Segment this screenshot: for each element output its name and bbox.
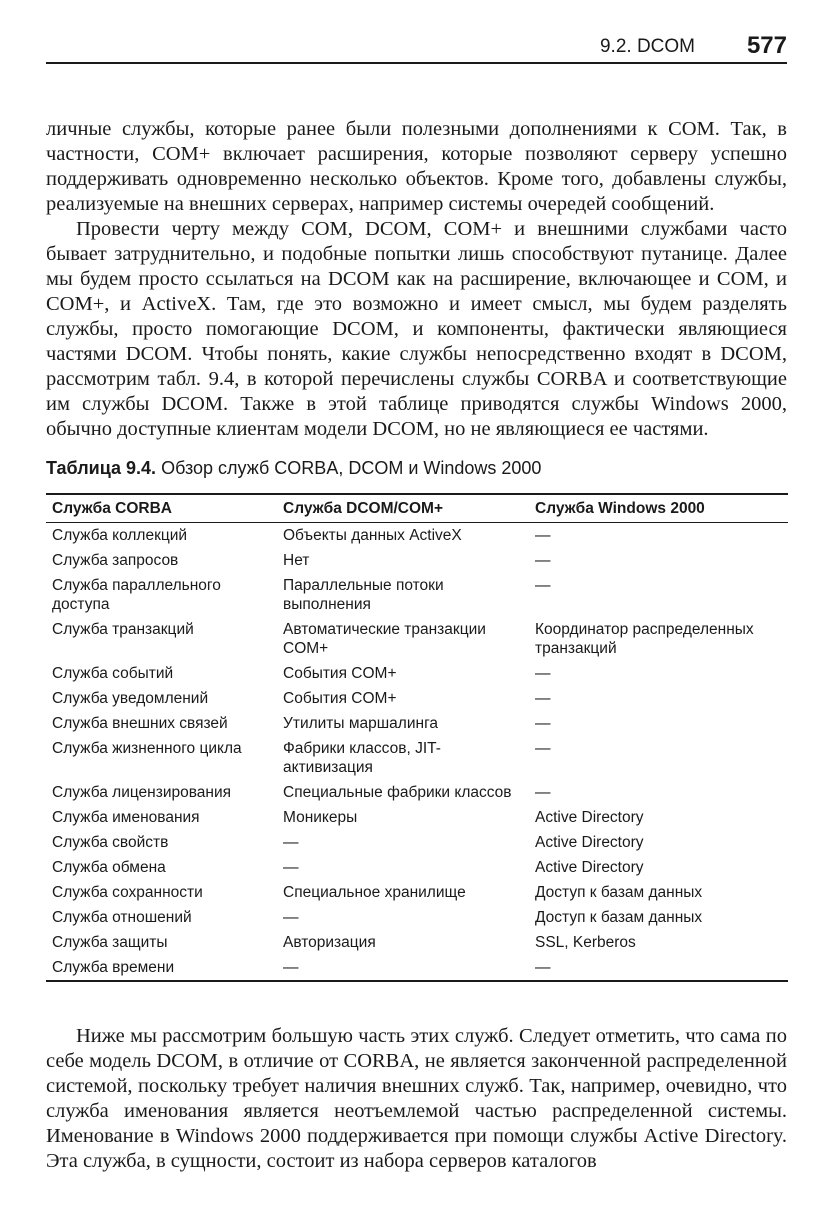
table-row: [46, 548, 788, 573]
table-cell: —: [535, 690, 551, 707]
table-cell: Служба транзакций: [52, 621, 194, 638]
table-cell: Служба коллекций: [52, 527, 188, 544]
table-caption-text: Обзор служб CORBA, DCOM и Windows 2000: [156, 458, 542, 478]
running-section-title: 9.2. DCOM: [599, 36, 695, 57]
table-cell: Специальные фабрики классов: [283, 784, 512, 801]
table-caption-label: Таблица 9.4.: [46, 458, 157, 478]
table-cell: Служба сохранности: [52, 884, 203, 901]
table-row: [46, 661, 788, 686]
table-cell: —: [283, 859, 299, 876]
table-cell: Служба обмена: [52, 859, 166, 876]
table-cell: Доступ к базам данных: [535, 909, 703, 926]
table-cell: Координатор распределенных транзакций: [535, 621, 754, 657]
table-cell: Служба именования: [52, 809, 200, 826]
table-cell: Параллельные потоки выполнения: [283, 577, 444, 613]
table-cell: Служба защиты: [52, 934, 168, 951]
table-cell: SSL, Kerberos: [535, 934, 636, 951]
table-cell: Служба параллельного доступа: [52, 577, 221, 613]
table-cell: Служба внешних связей: [52, 715, 228, 732]
table-cell: —: [535, 784, 551, 801]
table-cell: Служба лицензирования: [52, 784, 232, 801]
table-row: [46, 573, 788, 617]
table-cell: Специальное хранилище: [283, 884, 466, 901]
table-row: [46, 780, 788, 805]
table-cell: Active Directory: [535, 809, 644, 826]
table-caption: [46, 458, 541, 479]
table-cell: Авторизация: [283, 934, 376, 951]
table-cell: —: [535, 740, 551, 757]
table-cell: Служба отношений: [52, 909, 192, 926]
table-row: [46, 686, 788, 711]
table-cell: —: [535, 527, 551, 544]
table-row: [46, 855, 788, 880]
table-cell: Моникеры: [283, 809, 358, 826]
table-cell: События COM+: [283, 665, 397, 682]
table-cell: —: [535, 715, 551, 732]
table-cell: Утилиты маршалинга: [283, 715, 438, 732]
table-cell: Служба жизненного цикла: [52, 740, 242, 757]
table-cell: —: [535, 959, 551, 976]
services-table: [46, 493, 788, 982]
table-cell: Active Directory: [535, 859, 644, 876]
table-cell: —: [535, 665, 551, 682]
table-row: [46, 523, 788, 549]
body-text-top: [46, 117, 787, 442]
table-row: [46, 736, 788, 780]
table-cell: Нет: [283, 552, 310, 569]
paragraph-continued: личные службы, которые ранее были полезными дополнениями к COM. Так, в частности, COM+ включает расширения, которые позволяют серверу успешно поддерживать одновременно несколько объектов. Кроме того, добавлены службы, реализуемые на внешних серверах, например системы очередей сообщений.: [46, 118, 787, 215]
table-cell: Служба времени: [52, 959, 175, 976]
table-cell: —: [283, 959, 299, 976]
paragraph: Провести черту между COM, DCOM, COM+ и внешними службами часто бывает затруднительно, и подобные попытки лишь способствуют путанице. Далее мы будем просто ссылаться на DCOM как на расширение, включающее и COM, и COM+, и ActiveX. Там, где это возможно и имеет смысл, мы будем разделять службы, просто помогающие DCOM, и компоненты, фактически являющиеся частями DCOM. Чтобы понять, какие службы непосредственно входят в DCOM, рассмотрим табл. 9.4, в которой перечислены службы CORBA и соответствующие им службы DCOM. Также в этой таблице приводятся службы Windows 2000, обычно доступные клиентам модели DCOM, но не являющиеся ее частями.: [46, 218, 787, 440]
table-row: [46, 880, 788, 905]
table-cell: Объекты данных ActiveX: [283, 527, 462, 544]
page-number: 577: [746, 32, 787, 59]
table-cell: —: [535, 577, 551, 594]
table-cell: Служба событий: [52, 665, 174, 682]
table-row: [46, 930, 788, 955]
paragraph: Ниже мы рассмотрим большую часть этих служб. Следует отметить, что сама по себе модель DCOM, в отличие от CORBA, не является законченной распределенной системой, поскольку требует наличия внешних служб. Так, например, очевидно, что служба именования является неотъемлемой частью распределенной системы. Именование в Windows 2000 поддерживается при помощи службы Active Directory. Эта служба, в сущности, состоит из набора серверов каталогов: [46, 1025, 787, 1172]
table-header-row: [46, 494, 788, 523]
table-row: [46, 617, 788, 661]
table-cell: Служба свойств: [52, 834, 169, 851]
table-cell: Фабрики классов, JIT-активизация: [283, 740, 441, 776]
column-header-dcom: Служба DCOM/COM+: [277, 494, 529, 523]
table-cell: События COM+: [283, 690, 397, 707]
table-cell: Автоматические транзакции COM+: [283, 621, 486, 657]
table-cell: Доступ к базам данных: [535, 884, 703, 901]
table-cell: Служба запросов: [52, 552, 179, 569]
table-cell: —: [283, 834, 299, 851]
column-header-windows: Служба Windows 2000: [529, 494, 788, 523]
table-cell: —: [535, 552, 551, 569]
table-cell: Active Directory: [535, 834, 644, 851]
table-row: [46, 830, 788, 855]
column-header-corba: Служба CORBA: [46, 494, 277, 523]
table-cell: —: [283, 909, 299, 926]
body-text-bottom: [46, 1024, 787, 1174]
table-cell: Служба уведомлений: [52, 690, 209, 707]
table-row: [46, 711, 788, 736]
table-row: [46, 955, 788, 981]
table-row: [46, 805, 788, 830]
page-header: [46, 28, 787, 64]
table-row: [46, 905, 788, 930]
